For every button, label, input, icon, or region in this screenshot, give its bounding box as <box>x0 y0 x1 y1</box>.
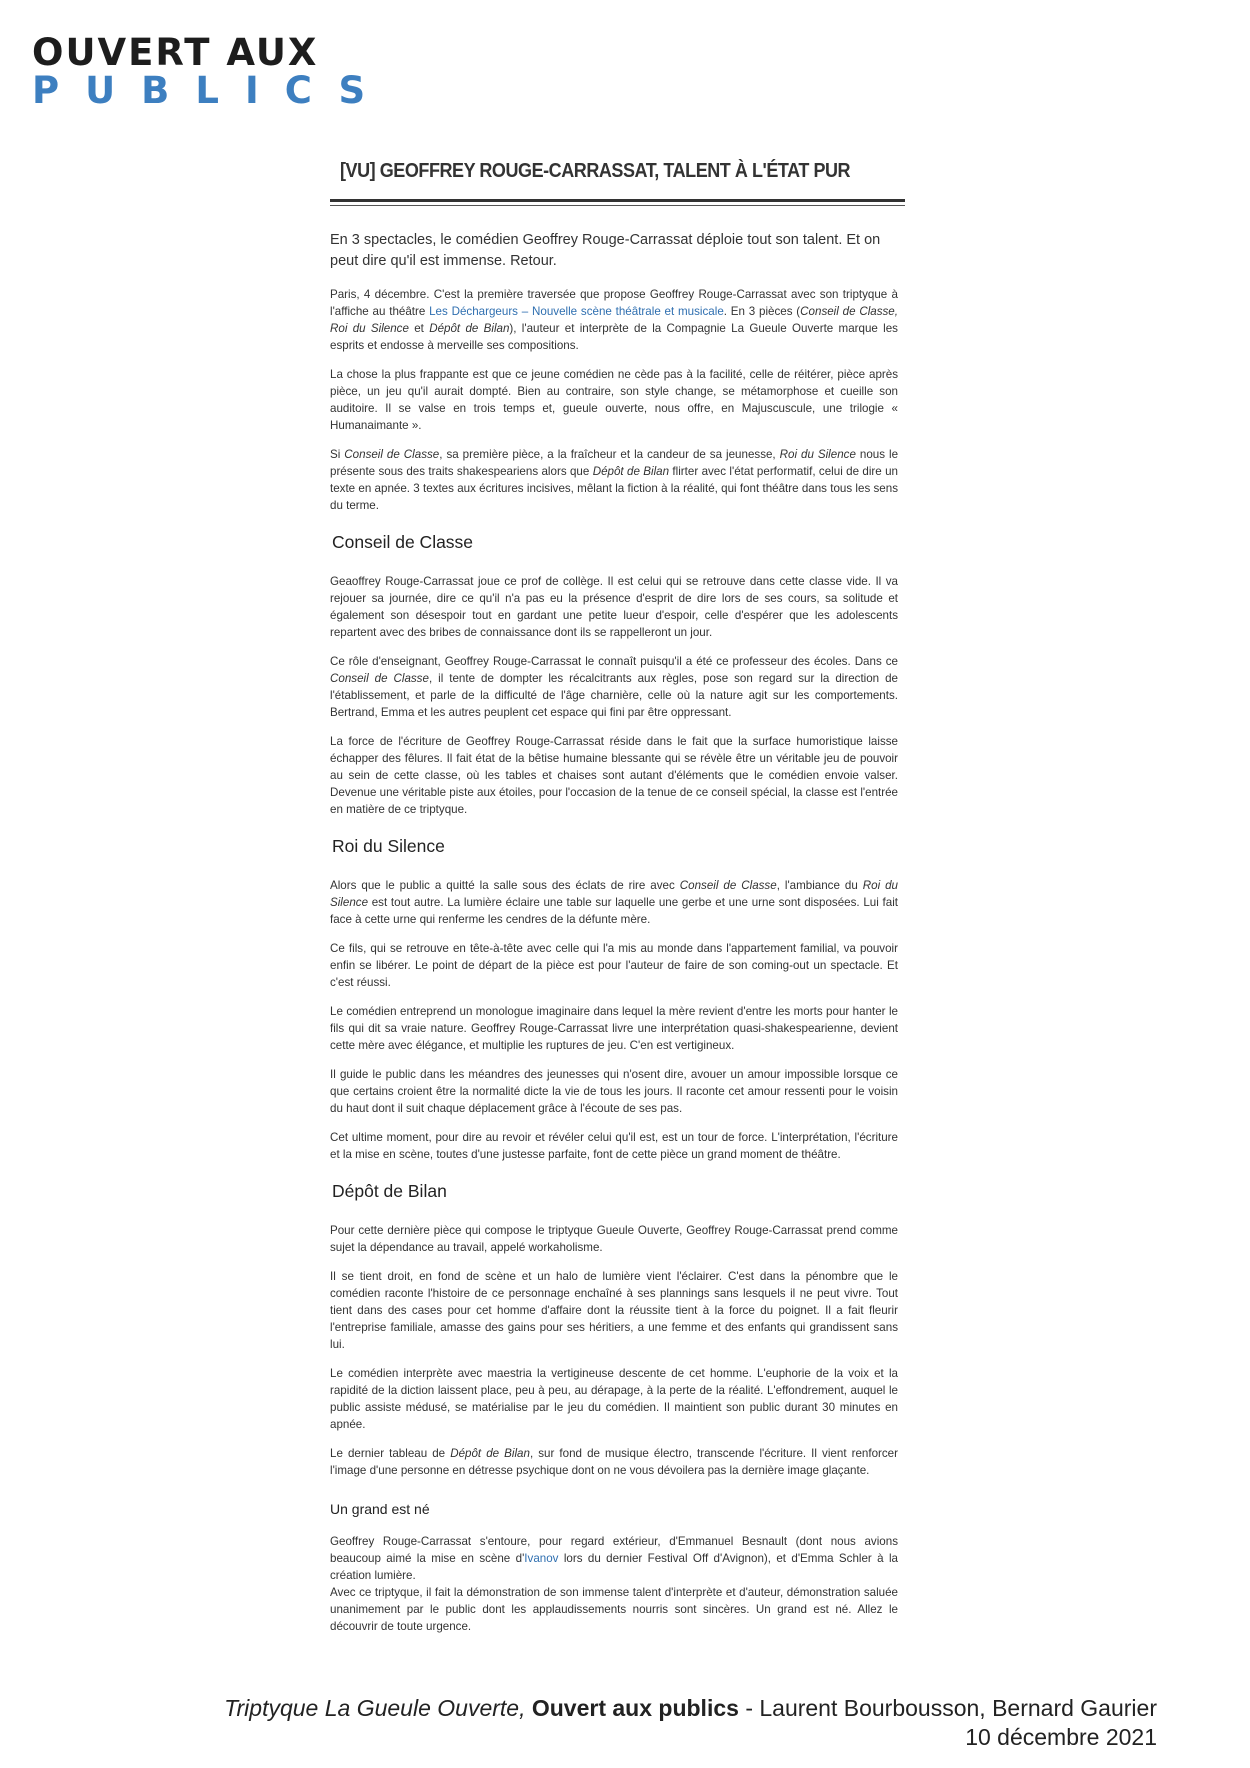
text: flirter avec l'état performatif, celui de dire un texte en apnée. 3 textes aux écritures incisives, mêlant la fiction à la réalité, qui font théâtre dans tous les sens du terme. <box>330 465 899 512</box>
depot-paragraph-3: Le comédien interprète avec maestria la vertigineuse descente de cet homme. L'euphorie de la voix et la rapidité de la diction laissent place, peu à peu, au dérapage, à la perte de la réalité. L'effondrement, auquel le public assiste médusé, se matérialise par le jeu du comédien. Il maintient son public durant 30 minutes en apnée. <box>330 1367 898 1431</box>
section-heading-grand: Un grand est né <box>330 1501 430 1517</box>
venue-link[interactable]: Les Déchargeurs – Nouvelle scène théâtrale et musicale <box>429 305 724 318</box>
text: , sa première pièce, a la fraîcheur et la candeur de sa jeunesse, <box>439 448 780 461</box>
conseil-paragraph-2 <box>330 653 898 721</box>
citation-authors: - Laurent Bourbousson, Bernard Gaurier <box>745 1695 1157 1721</box>
play-title: Dépôt de Bilan <box>450 1447 530 1460</box>
grand-paragraph-1 <box>330 1533 898 1584</box>
play-title: Roi du Silence <box>330 879 899 909</box>
text: Le dernier tableau de <box>330 1447 451 1460</box>
text: , l'ambiance du <box>776 879 863 892</box>
conseil-paragraph-1: Geaoffrey Rouge-Carrassat joue ce prof de collège. Il est celui qui se retrouve dans cette classe vide. Il va rejouer sa journée, dire ce qu'il n'a pas eu la présence d'esprit de dire lors de ses cours, sa solitude et également son désespoir tout en gardant une petite lueur d'espoir, celle d'espérer que les adolescents repartent avec des bribes de connaissance dont ils se rappelleront un jour. <box>330 575 898 639</box>
text: et <box>408 322 430 335</box>
citation-title: Triptyque La Gueule Ouverte, <box>224 1695 526 1721</box>
text: nous le présente sous des traits shakespeariens alors que <box>330 448 899 478</box>
play-title: Conseil de Classe <box>330 672 429 685</box>
text: . En 3 pièces ( <box>723 305 801 318</box>
section-heading-depot: Dépôt de Bilan <box>332 1181 447 1201</box>
section-heading-roi: Roi du Silence <box>332 836 445 856</box>
roi-paragraph-1 <box>330 877 898 928</box>
section-heading-conseil: Conseil de Classe <box>332 532 474 552</box>
text: lors du dernier Festival Off d'Avignon), et d'Emma Schler à la création lumière. <box>330 1552 899 1582</box>
text: Paris, 4 décembre. C'est la première traversée que propose Geoffrey Rouge-Carrassat avec son triptyque à l'affiche au théâtre <box>330 288 898 318</box>
play-title: Dépôt de Bilan <box>429 322 510 335</box>
play-title: Dépôt de Bilan <box>592 465 670 478</box>
play-titles: Conseil de Classe, Roi du Silence <box>330 305 898 335</box>
title-rule-thin <box>330 205 905 206</box>
intro-paragraph-1 <box>330 286 898 354</box>
article <box>330 160 898 1647</box>
title-rule-thick <box>330 199 905 202</box>
intro-paragraph-2: La chose la plus frappante est que ce jeune comédien ne cède pas à la facilité, celle de réitérer, pièce après pièce, un jeu qu'il aurait dompté. Bien au contraire, son style change, se métamorphose et cueille son auditoire. Il se valse en trois temps et, gueule ouverte, nous offre, en Majuscuscule, une trilogie « Humanaimante ». <box>330 368 898 432</box>
play-title: Conseil de Classe <box>679 879 777 892</box>
citation-source: Ouvert aux publics <box>531 1695 739 1721</box>
text: , sur fond de musique électro, transcende l'écriture. Il vient renforcer l'image d'une personne en détresse psychique dont on ne vous dévoilera pas la dernière image glaçante. <box>330 1447 898 1477</box>
grand-paragraph-2: Avec ce triptyque, il fait la démonstration de son immense talent d'interprète et d'auteur, démonstration saluée unanimement par le public dont les applaudissements nourris sont sincères. Un grand est né. Allez le découvrir de toute urgence. <box>330 1586 898 1633</box>
citation-date: 10 décembre 2021 <box>965 1724 1157 1750</box>
conseil-paragraph-3: La force de l'écriture de Geoffrey Rouge-Carrassat réside dans le fait que la surface humoristique laisse échapper des fêlures. Il fait état de la bêtise humaine blessante qui se révèle être un véritable jeu de pouvoir au sein de cette classe, où les tables et chaises sont autant d'éléments que le comédien envoie valser. Devenue une véritable piste aux étoiles, pour l'occasion de la tenue de ce conseil spécial, la classe est l'entrée en matière de ce triptyque. <box>330 735 898 816</box>
text: Ce rôle d'enseignant, Geoffrey Rouge-Carrassat le connaît puisqu'il a été ce professeur des écoles. Dans ce <box>330 655 898 668</box>
roi-paragraph-2: Ce fils, qui se retrouve en tête-à-tête avec celle qui l'a mis au monde dans l'appartement familial, va pouvoir enfin se libérer. Le point de départ de la pièce est pour l'auteur de faire de son coming-out un spectacle. Et c'est réussi. <box>330 942 898 989</box>
text: est tout autre. La lumière éclaire une table sur laquelle une gerbe et une urne sont disposées. Lui fait face à cette urne qui renferme les cendres de la défunte mère. <box>330 896 898 926</box>
logo-line-1: OUVERT AUX <box>32 31 319 74</box>
depot-paragraph-2: Il se tient droit, en fond de scène et un halo de lumière vient l'éclairer. C'est dans la pénombre que le comédien raconte l'histoire de ce personnage enchaîné à ses plannings sans lesquels il ne peut vivre. Tout tient dans des cases pour cet homme d'affaire dont la réussite tient à la force du poignet. Il a fait fleurir l'entreprise familiale, amasse des gains pour ses héritiers, a une femme et des enfants qui grandissent sans lui. <box>330 1270 898 1351</box>
roi-paragraph-4: Il guide le public dans les méandres des jeunesses qui n'osent dire, avouer un amour impossible lorsque ce que certains croient être la normalité dicte la vie de tous les jours. Il raconte cet amour ressenti pour le voisin du haut dont il suit chaque déplacement grâce à l'écoute de ses pas. <box>330 1068 898 1115</box>
citation-line <box>224 1694 1157 1723</box>
article-title: [VU] GEOFFREY ROUGE-CARRASSAT, TALENT À L'ÉTAT PUR <box>340 160 851 182</box>
depot-paragraph-4 <box>330 1445 898 1479</box>
roi-paragraph-5: Cet ultime moment, pour dire au revoir et révéler celui qu'il est, est un tour de force. L'interprétation, l'écriture et la mise en scène, toutes d'une justesse parfaite, font de cette pièce un grand moment de théâtre. <box>330 1131 898 1161</box>
publication-logo <box>32 31 392 112</box>
logo-line-2: PUBLICS <box>32 69 392 112</box>
intro-paragraph-3 <box>330 446 898 514</box>
text: Si <box>330 448 345 461</box>
play-title: Conseil de Classe <box>344 448 440 461</box>
depot-paragraph-1: Pour cette dernière pièce qui compose le triptyque Gueule Ouverte, Geoffrey Rouge-Carrassat prend comme sujet la dépendance au travail, appelé workaholisme. <box>330 1224 898 1254</box>
ivanov-link[interactable]: Ivanov <box>524 1552 559 1565</box>
article-lead: En 3 spectacles, le comédien Geoffrey Rouge-Carrassat déploie tout son talent. Et on peut dire qu'il est immense. Retour. <box>330 232 881 269</box>
play-title: Roi du Silence <box>779 448 856 461</box>
text: ), l'auteur et interprète de la Compagnie La Gueule Ouverte marque les esprits et endosse à merveille ses compositions. <box>330 322 898 352</box>
text: Geoffrey Rouge-Carrassat s'entoure, pour regard extérieur, d'Emmanuel Besnault (dont nous avions beaucoup aimé la mise en scène d' <box>330 1535 898 1565</box>
citation-footer <box>224 1694 1157 1752</box>
text: Alors que le public a quitté la salle sous des éclats de rire avec <box>330 879 680 892</box>
text: , il tente de dompter les récalcitrants aux règles, pose son regard sur la direction de l'établissement, et parle de la difficulté de l'âge charnière, celle où la nature agit sur les comportements. Bertrand, Emma et les autres peuplent cet espace qui fini par être oppressant. <box>330 672 898 719</box>
roi-paragraph-3: Le comédien entreprend un monologue imaginaire dans lequel la mère revient d'entre les morts pour hanter le fils qui dit sa vraie nature. Geoffrey Rouge-Carrassat livre une interprétation quasi-shakespearienne, devient cette mère avec élégance, et multiplie les ruptures de jeu. C'en est vertigineux. <box>330 1005 898 1052</box>
